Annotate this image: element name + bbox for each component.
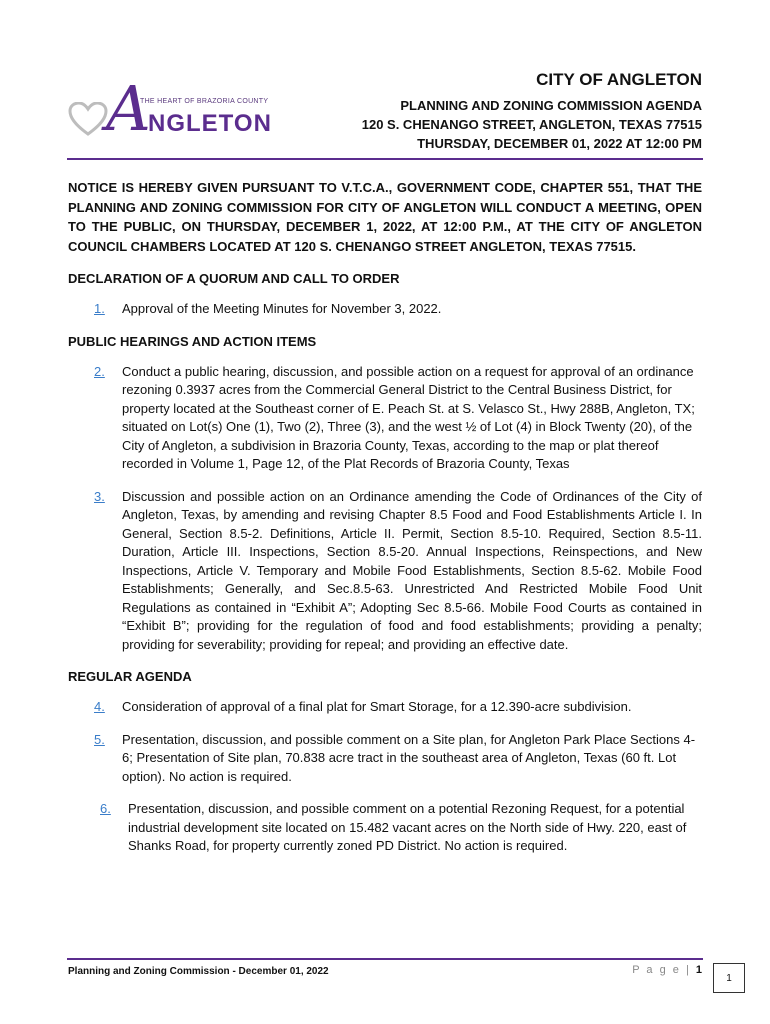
item-text: Presentation, discussion, and possible comment on a potential Rezoning Request, for a potential industrial development site located on 15.482 vacant acres on the North side of Hwy. 220, east of Shanks Road, for property currently zoned PD District. No action is required. <box>128 801 687 853</box>
item-number-link[interactable]: 5. <box>94 731 105 747</box>
section-public-hearings: PUBLIC HEARINGS AND ACTION ITEMS <box>68 333 317 349</box>
item-number-link[interactable]: 1. <box>94 301 105 316</box>
agenda-item-2 <box>68 363 702 474</box>
section-quorum: DECLARATION OF A QUORUM AND CALL TO ORDER <box>68 271 400 286</box>
agenda-item-6 <box>68 800 702 856</box>
page-label: P a g e | <box>632 964 691 976</box>
item-number-link[interactable]: 3. <box>94 488 105 504</box>
section-regular-agenda: REGULAR AGENDA <box>68 669 192 684</box>
logo-tagline: THE HEART OF BRAZORIA COUNTY <box>140 98 269 105</box>
logo-wordmark: NGLETON <box>148 110 272 137</box>
item-text: Conduct a public hearing, discussion, and possible action on a request for approval of an ordinance rezoning 0.3937 acres from the Commercial General District to the Central Business District, for property located at the Southeast corner of E. Peach St. at S. Velasco St., Hwy 288B, Angleton, TX; situated on Lot(s) One (1), Two (2), Three (3), and the west ½ of Lot (4) in Block Twenty (20), of the City of Angleton, a subdivision in Brazoria County, Texas, according to the map or plat thereof recorded in Volume 1, Page 12, of the Plat Records of Brazoria County, Texas <box>122 363 695 471</box>
page-number: 1 <box>695 964 702 976</box>
item-text: Approval of the Meeting Minutes for November 3, 2022. <box>122 301 442 316</box>
agenda-item-4 <box>68 698 702 717</box>
header-line-3: THURSDAY, DECEMBER 01, 2022 AT 12:00 PM <box>417 136 702 151</box>
footer-divider <box>67 958 703 960</box>
header-divider <box>67 158 703 160</box>
agenda-item-3 <box>68 488 702 655</box>
item-number-link[interactable]: 2. <box>94 363 105 379</box>
angleton-logo <box>68 72 278 150</box>
item-text: Discussion and possible action on an Ordinance amending the Code of Ordinances of the City of Angleton, Texas, by amending and revising Chapter 8.5 Food and Food Establishments Article I. In General, Section 8.5-2. Definitions, Article II. Permit, Section 8.5-10. Required, Section 8.5-11. Duration, Article III. Inspections, Section 8.5-20. Annual Inspections, Reinspections, and New Inspections, Article V. Temporary and Mobile Food Establishments, Section 8.5-62. Mobile Food Establishments; Generally, and Sec.8.5-63. Unrestricted And Restricted Mobile Food Unit Regulations as contained in “Exhibit A”; Adopting Sec 8.5-66. Mobile Food Courts as contained in “Exhibit B”; providing for the regulation of food and food establishments; providing a penalty; providing for severability; providing for repeal; and providing an effective date. <box>122 488 702 652</box>
agenda-body <box>68 178 702 870</box>
item-number-link[interactable]: 6. <box>100 801 111 816</box>
city-title: CITY OF ANGLETON <box>536 70 702 89</box>
agenda-item-5 <box>68 731 702 787</box>
heart-icon <box>68 102 108 136</box>
agenda-item-1 <box>68 300 702 319</box>
item-number-link[interactable]: 4. <box>94 699 105 714</box>
header-line-1: PLANNING AND ZONING COMMISSION AGENDA <box>400 98 702 113</box>
agenda-header <box>362 70 702 153</box>
header-line-2: 120 S. CHENANGO STREET, ANGLETON, TEXAS 77515 <box>361 117 702 132</box>
footer-title: Planning and Zoning Commission - December 01, 2022 <box>68 966 329 977</box>
page-indicator-box: 1 <box>713 963 745 993</box>
item-text: Consideration of approval of a final plat for Smart Storage, for a 12.390-acre subdivision. <box>122 699 632 714</box>
item-text: Presentation, discussion, and possible comment on a Site plan, for Angleton Park Place Sections 4-6; Presentation of Site plan, 70.838 acre tract in the southeast area of Angleton, Texas (60 ft. Lot option). No action is required. <box>122 731 696 784</box>
footer-page <box>632 964 702 976</box>
notice-paragraph: NOTICE IS HEREBY GIVEN PURSUANT TO V.T.C.A., GOVERNMENT CODE, CHAPTER 551, THAT THE PLANNING AND ZONING COMMISSION FOR CITY OF ANGLETON WILL CONDUCT A MEETING, OPEN TO THE PUBLIC, ON THURSDAY, DECEMBER 1, 2022, AT 12:00 P.M., AT THE CITY OF ANGLETON COUNCIL CHAMBERS LOCATED AT 120 S. CHENANGO STREET ANGLETON, TEXAS 77515. <box>68 180 702 254</box>
logo-letter: A <box>106 72 151 145</box>
